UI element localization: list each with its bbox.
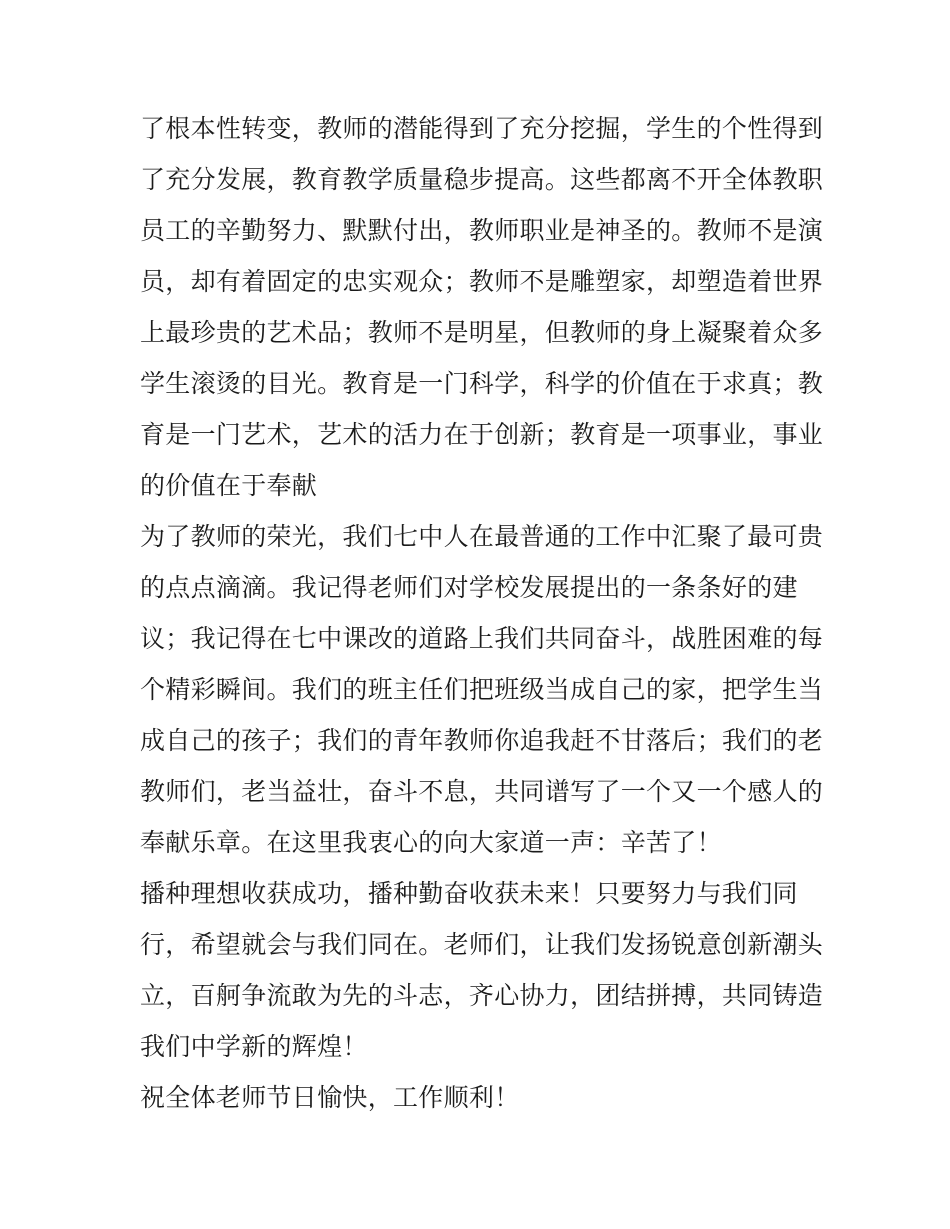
text-line: 我们中学新的辉煌！ [140, 1032, 368, 1061]
paragraph-4 [140, 1072, 812, 1123]
document-body [140, 103, 824, 1123]
text-line: 的价值在于奉献 [140, 471, 318, 500]
paragraph-2 [140, 511, 824, 868]
text-line: 行，希望就会与我们同在。老师们，让我们发扬锐意创新潮头 [140, 930, 824, 959]
text-line: 议；我记得在七中课改的道路上我们共同奋斗，战胜困难的每 [140, 624, 824, 653]
text-line: 教师们，老当益壮，奋斗不息，共同谱写了一个又一个感人的 [140, 777, 824, 806]
text-line: 的点点滴滴。我记得老师们对学校发展提出的一条条好的建 [140, 573, 798, 602]
text-line: 成自己的孩子；我们的青年教师你追我赶不甘落后；我们的老 [140, 726, 824, 755]
text-line: 员，却有着固定的忠实观众；教师不是雕塑家，却塑造着世界 [140, 267, 824, 296]
text-line: 立，百舸争流敢为先的斗志，齐心协力，团结拼搏，共同铸造 [140, 981, 824, 1010]
text-line: 了充分发展，教育教学质量稳步提高。这些都离不开全体教职 [140, 165, 824, 194]
text-line: 奉献乐章。在这里我衷心的向大家道一声：辛苦了！ [140, 828, 722, 857]
text-line: 上最珍贵的艺术品；教师不是明星，但教师的身上凝聚着众多 [140, 318, 824, 347]
text-line: 播种理想收获成功，播种勤奋收获未来！只要努力与我们同 [140, 879, 798, 908]
text-line: 育是一门艺术，艺术的活力在于创新；教育是一项事业，事业 [140, 420, 824, 449]
text-line: 学生滚烫的目光。教育是一门科学，科学的价值在于求真；教 [140, 369, 824, 398]
text-line: 个精彩瞬间。我们的班主任们把班级当成自己的家，把学生当 [140, 675, 824, 704]
text-line: 为了教师的荣光，我们七中人在最普通的工作中汇聚了最可贵 [140, 522, 824, 551]
text-line: 员工的辛勤努力、默默付出，教师职业是神圣的。教师不是演 [140, 216, 824, 245]
text-line: 了根本性转变，教师的潜能得到了充分挖掘，学生的个性得到 [140, 114, 824, 143]
paragraph-1 [140, 103, 824, 511]
paragraph-3 [140, 868, 824, 1072]
text-line: 祝全体老师节日愉快，工作顺利！ [140, 1083, 520, 1112]
